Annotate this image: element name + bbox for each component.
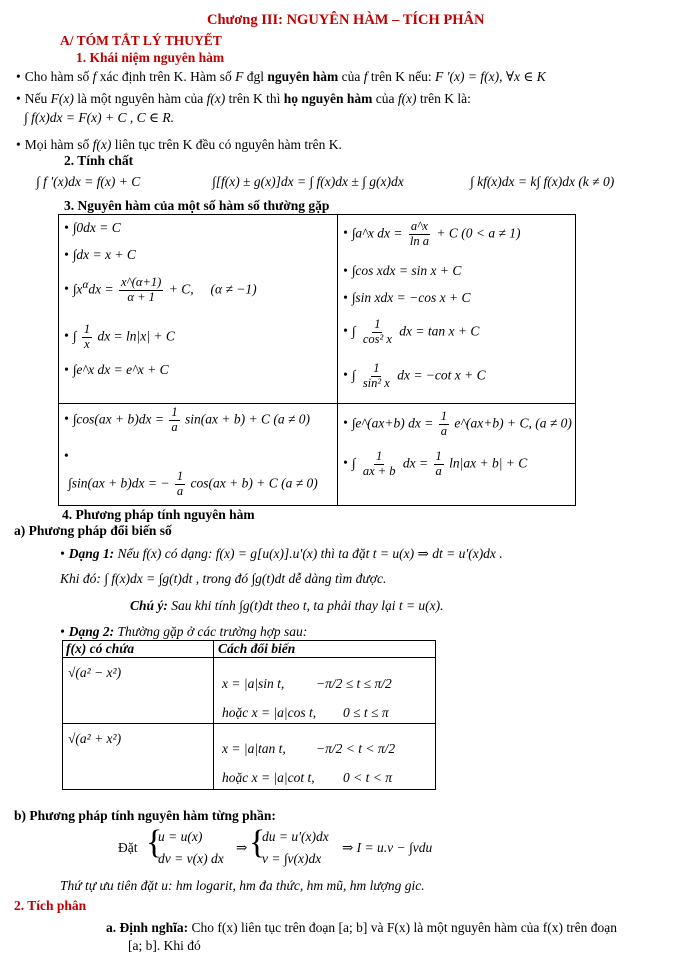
property-1: ∫ f '(x)dx = f(x) + C: [36, 174, 141, 189]
row-2-sub-1: x = |a|tan t,: [222, 741, 286, 756]
section-4-heading: 4. Phương pháp tính nguyên hàm: [62, 507, 255, 522]
row-1-function: √(a² − x²): [68, 665, 122, 680]
priority-order: Thứ tự ưu tiên đặt u: hm logarit, hm đa thức, hm mũ, hm lượng gic.: [60, 878, 425, 893]
row-2-sub-2: hoặc x = |a|cot t,: [222, 770, 315, 785]
formula-csc2: • ∫ $\frac{1}{\text{sin² x}}$ dx = −cot x + C: [343, 362, 486, 391]
type-2-text: • Dạng 2: Thường gặp ở các trường hợp sau:: [60, 624, 307, 640]
table-header-substitution: Cách đổi biến: [218, 641, 296, 656]
formula-exp: • ∫e^x dx = e^x + C: [64, 362, 169, 378]
formula-cos-linear: • ∫cos(ax + b)dx = $\frac{1}{a}$ sin(ax + b) + C (a ≠ 0): [64, 406, 310, 435]
formula-log-linear: • ∫ $\frac{1}{ax + b}$ dx = $\frac{1}{a}$ ln|ax + b| + C: [343, 450, 527, 479]
row-1-sub-1: x = |a|sin t,: [222, 676, 285, 691]
formula-dx: • ∫dx = x + C: [64, 247, 136, 263]
formula-sin-linear: ∫sin(ax + b)dx = − $\frac{1}{a}$ cos(ax + b) + C (a ≠ 0): [68, 469, 318, 498]
row-1-sub-2: hoặc x = |a|cos t,: [222, 705, 317, 720]
formula-exp-linear: • ∫e^(ax+b) dx = $\frac{1}{a}$ e^(ax+b) + C, (a ≠ 0): [343, 410, 572, 439]
formula-reciprocal: • ∫ $\frac{1}{x}$ dx = ln|x| + C: [64, 323, 175, 352]
formula-ax: • ∫a^x dx = $\frac{a\^{}x}{\text{ln a}}$ + C (0 < a ≠ 1): [343, 220, 520, 249]
formula-sin: • ∫sin xdx = −cos x + C: [343, 290, 471, 306]
section-1-heading: 1. Khái niệm nguyên hàm: [76, 50, 225, 65]
brace-right: {: [249, 824, 266, 861]
note-text: Chú ý: Sau khi tính ∫g(t)dt theo t, ta phải thay lại t = u(x).: [130, 598, 444, 613]
system-v: v = ∫v(x)dx: [262, 851, 322, 866]
bullet-continuous: • Mọi hàm số f(x) liên tục trên K đều có nguyên hàm trên K.: [16, 137, 342, 153]
method-b-heading: b) Phương pháp tính nguyên hàm từng phần:: [14, 808, 276, 823]
system-u: u = u(x): [158, 829, 203, 844]
definition-text: a. Định nghĩa: Cho f(x) liên tục trên đoạn [a; b] và F(x) là một nguyên hàm của f(x) trên đoạn: [106, 920, 618, 935]
property-2: ∫[f(x) ± g(x)]dx = ∫ f(x)dx ± ∫ g(x)dx: [212, 174, 404, 189]
type-1-text: • Dạng 1: Nếu f(x) có dạng: f(x) = g[u(x)].u'(x) thì ta đặt t = u(x) ⇒ dt = u'(x)dx .: [60, 546, 503, 562]
row-1-cond-2: 0 ≤ t ≤ π: [343, 705, 389, 720]
definition-cont: [a; b]. Khi đó: [128, 938, 201, 953]
brace-left: {: [146, 824, 163, 861]
row-1-cond-1: −π/2 ≤ t ≤ π/2: [316, 676, 392, 691]
set-label: Đặt: [118, 840, 138, 855]
row-2-cond-1: −π/2 < t < π/2: [316, 741, 396, 756]
table-header-function: f(x) có chứa: [66, 641, 135, 656]
property-3: ∫ kf(x)dx = k∫ f(x)dx (k ≠ 0): [470, 174, 615, 189]
table-divider: [62, 723, 436, 724]
integral-heading: 2. Tích phân: [14, 898, 87, 913]
row-2-cond-2: 0 < t < π: [343, 770, 392, 785]
family-formula: ∫ f(x)dx = F(x) + C , C ∈ R.: [24, 110, 174, 125]
method-a-heading: a) Phương pháp đổi biến số: [14, 523, 172, 538]
part-a-heading: A/ TÓM TẮT LÝ THUYẾT: [60, 33, 222, 48]
formula-sec2: • ∫ $\frac{1}{\text{cos² x}}$ dx = tan x + C: [343, 318, 479, 347]
table-divider: [213, 640, 214, 790]
parts-result: ⇒ I = u.v − ∫vdu: [342, 840, 433, 855]
bullet-definition: • Cho hàm số f xác định trên K. Hàm số F đgl nguyên hàm của f trên K nếu: F '(x) = f(x), ∀x ∈ K: [16, 69, 546, 85]
bullet-family: • Nếu F(x) là một nguyên hàm của f(x) trên K thì họ nguyên hàm của f(x) trên K là:: [16, 91, 471, 107]
arrow-implies: ⇒: [236, 840, 248, 855]
section-3-heading: 3. Nguyên hàm của một số hàm số thường gặp: [64, 198, 330, 213]
table-divider: [58, 403, 576, 404]
bullet-empty: [64, 448, 73, 464]
section-2-heading: 2. Tính chất: [64, 153, 134, 168]
system-dv: dv = v(x) dx: [158, 851, 224, 866]
formula-cos: • ∫cos xdx = sin x + C: [343, 263, 461, 279]
row-2-function: √(a² + x²): [68, 731, 122, 746]
type-1-when: Khi đó: ∫ f(x)dx = ∫g(t)dt , trong đó ∫g(t)dt dễ dàng tìm được.: [60, 571, 387, 586]
table-divider: [337, 214, 338, 506]
formula-power: • $\int x^\alpha dx$ = $\frac{x\^{}(\alpha+1)}{\alpha + 1}$ + C, (α ≠ −1): [64, 276, 257, 305]
formula-zero: • ∫0dx = C: [64, 220, 121, 236]
page-title: Chương III: NGUYÊN HÀM – TÍCH PHÂN: [207, 12, 485, 28]
system-du: du = u'(x)dx: [262, 829, 329, 844]
